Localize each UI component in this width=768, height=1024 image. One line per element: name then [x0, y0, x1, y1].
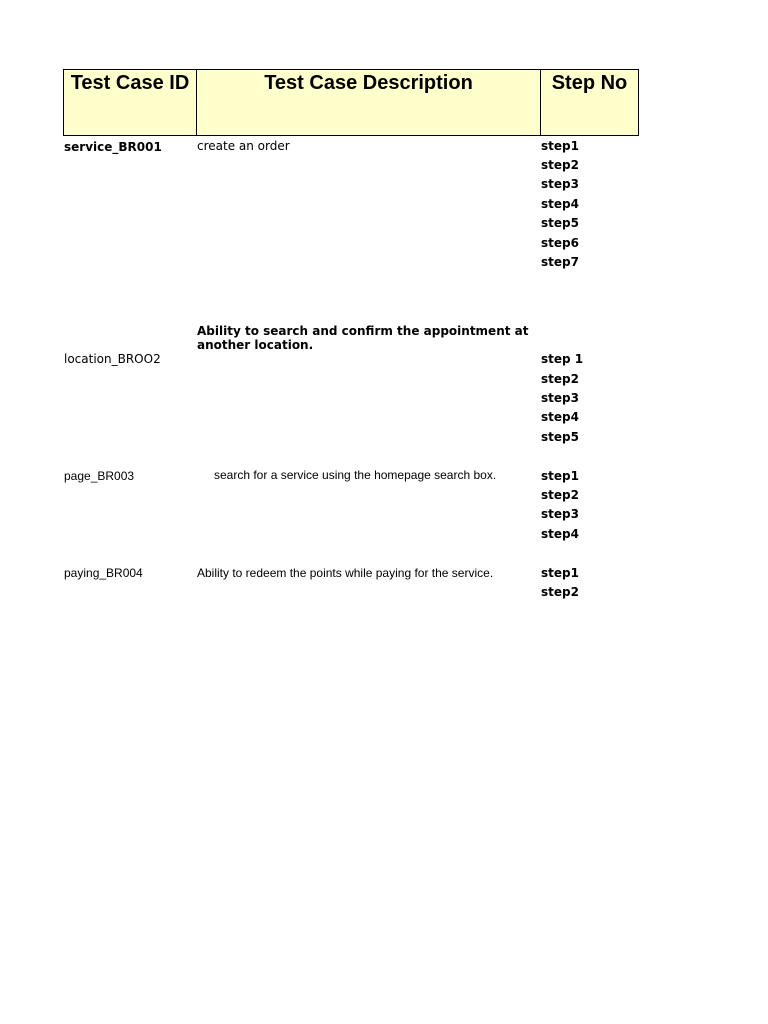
step-no: step2 [541, 488, 579, 502]
step-no: step5 [541, 216, 579, 230]
step-no: step2 [541, 585, 579, 599]
test-case-description: Ability to redeem the points while paying for the service. [197, 566, 494, 580]
step-no: step3 [541, 507, 579, 521]
header-step-no: Step No [551, 72, 628, 94]
step-no: step2 [541, 372, 579, 386]
header-test-case-id: Test Case ID [64, 70, 197, 135]
test-case-id: paying_BR004 [64, 566, 143, 580]
step-no: step 1 [541, 352, 584, 366]
test-case-id: service_BR001 [64, 140, 162, 154]
test-case-id: location_BROO2 [64, 352, 161, 366]
step-no: step1 [541, 566, 579, 580]
step-no: step3 [541, 177, 579, 191]
step-no: step3 [541, 391, 579, 405]
test-case-description: create an order [197, 139, 290, 153]
header-test-case-description: Test Case Description [197, 70, 541, 135]
step-no: step7 [541, 255, 579, 269]
step-no: step1 [541, 469, 579, 483]
test-case-description: Ability to search and confirm the appointment at another location. [197, 324, 529, 352]
test-case-description: search for a service using the homepage search box. [214, 468, 497, 482]
step-no: step4 [541, 410, 579, 424]
step-no: step1 [541, 139, 579, 153]
test-case-id: page_BR003 [64, 469, 135, 483]
step-no: step4 [541, 527, 579, 541]
step-no: step2 [541, 158, 579, 172]
table-header [63, 69, 639, 136]
step-no: step4 [541, 197, 579, 211]
step-no: step6 [541, 236, 579, 250]
step-no: step5 [541, 430, 579, 444]
